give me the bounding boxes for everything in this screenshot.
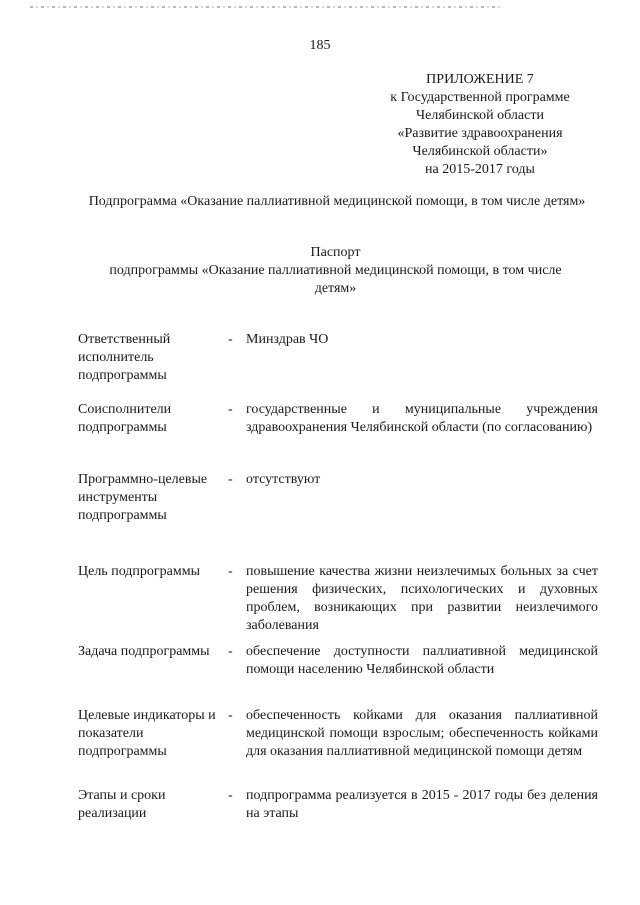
row-dash: -	[228, 472, 233, 487]
row-dash: -	[228, 708, 233, 723]
passport-heading: Паспорт	[310, 245, 361, 260]
row-dash: -	[228, 788, 233, 803]
row-label: Программно-целевые инструменты подпрограммы	[78, 472, 208, 523]
appendix-line: ПРИЛОЖЕНИЕ 7	[426, 72, 534, 87]
appendix-line: к Государственной программе	[390, 90, 570, 105]
scan-artifact-line	[30, 6, 500, 8]
row-dash: -	[228, 564, 233, 579]
row-dash: -	[228, 644, 233, 659]
row-label: Цель подпрограммы	[78, 564, 200, 579]
row-dash: -	[228, 332, 233, 347]
row-label: Этапы и сроки реализации	[78, 788, 166, 821]
appendix-line: Челябинской области»	[412, 144, 548, 159]
row-label: Ответственный исполнитель подпрограммы	[78, 332, 171, 383]
row-label: Задача подпрограммы	[78, 644, 210, 659]
appendix-header	[330, 71, 630, 179]
page-number: 185	[309, 38, 331, 53]
passport-subtitle: подпрограммы «Оказание паллиативной медицинской помощи, в том числе детям»	[109, 263, 562, 296]
row-value: государственные и муниципальные учреждения здравоохранения Челябинской области (по согласованию)	[246, 402, 598, 435]
row-value: обеспеченность койками для оказания паллиативной медицинской помощи взрослым; обеспеченность койками для оказания паллиативной медицинской помощи детям	[246, 708, 598, 759]
row-label: Соисполнители подпрограммы	[78, 402, 172, 435]
row-label: Целевые индикаторы и показатели подпрограммы	[78, 708, 216, 759]
appendix-line: на 2015-2017 годы	[425, 162, 535, 177]
subprogram-title: Подпрограмма «Оказание паллиативной медицинской помощи, в том числе детям»	[88, 194, 586, 209]
row-value: отсутствуют	[246, 472, 321, 487]
row-value: обеспечение доступности паллиативной медицинской помощи населению Челябинской области	[246, 644, 598, 677]
appendix-line: Челябинской области	[416, 108, 544, 123]
passport-heading-block	[88, 244, 583, 298]
row-value: Минздрав ЧО	[246, 332, 329, 347]
row-value: подпрограмма реализуется в 2015 - 2017 годы без деления на этапы	[246, 788, 598, 821]
row-dash: -	[228, 402, 233, 417]
row-value: повышение качества жизни неизлечимых больных за счет решения физических, психологических и духовных проблем, возникающих при развитии неизлечимого заболевания	[246, 564, 598, 633]
appendix-line: «Развитие здравоохранения	[397, 126, 563, 141]
